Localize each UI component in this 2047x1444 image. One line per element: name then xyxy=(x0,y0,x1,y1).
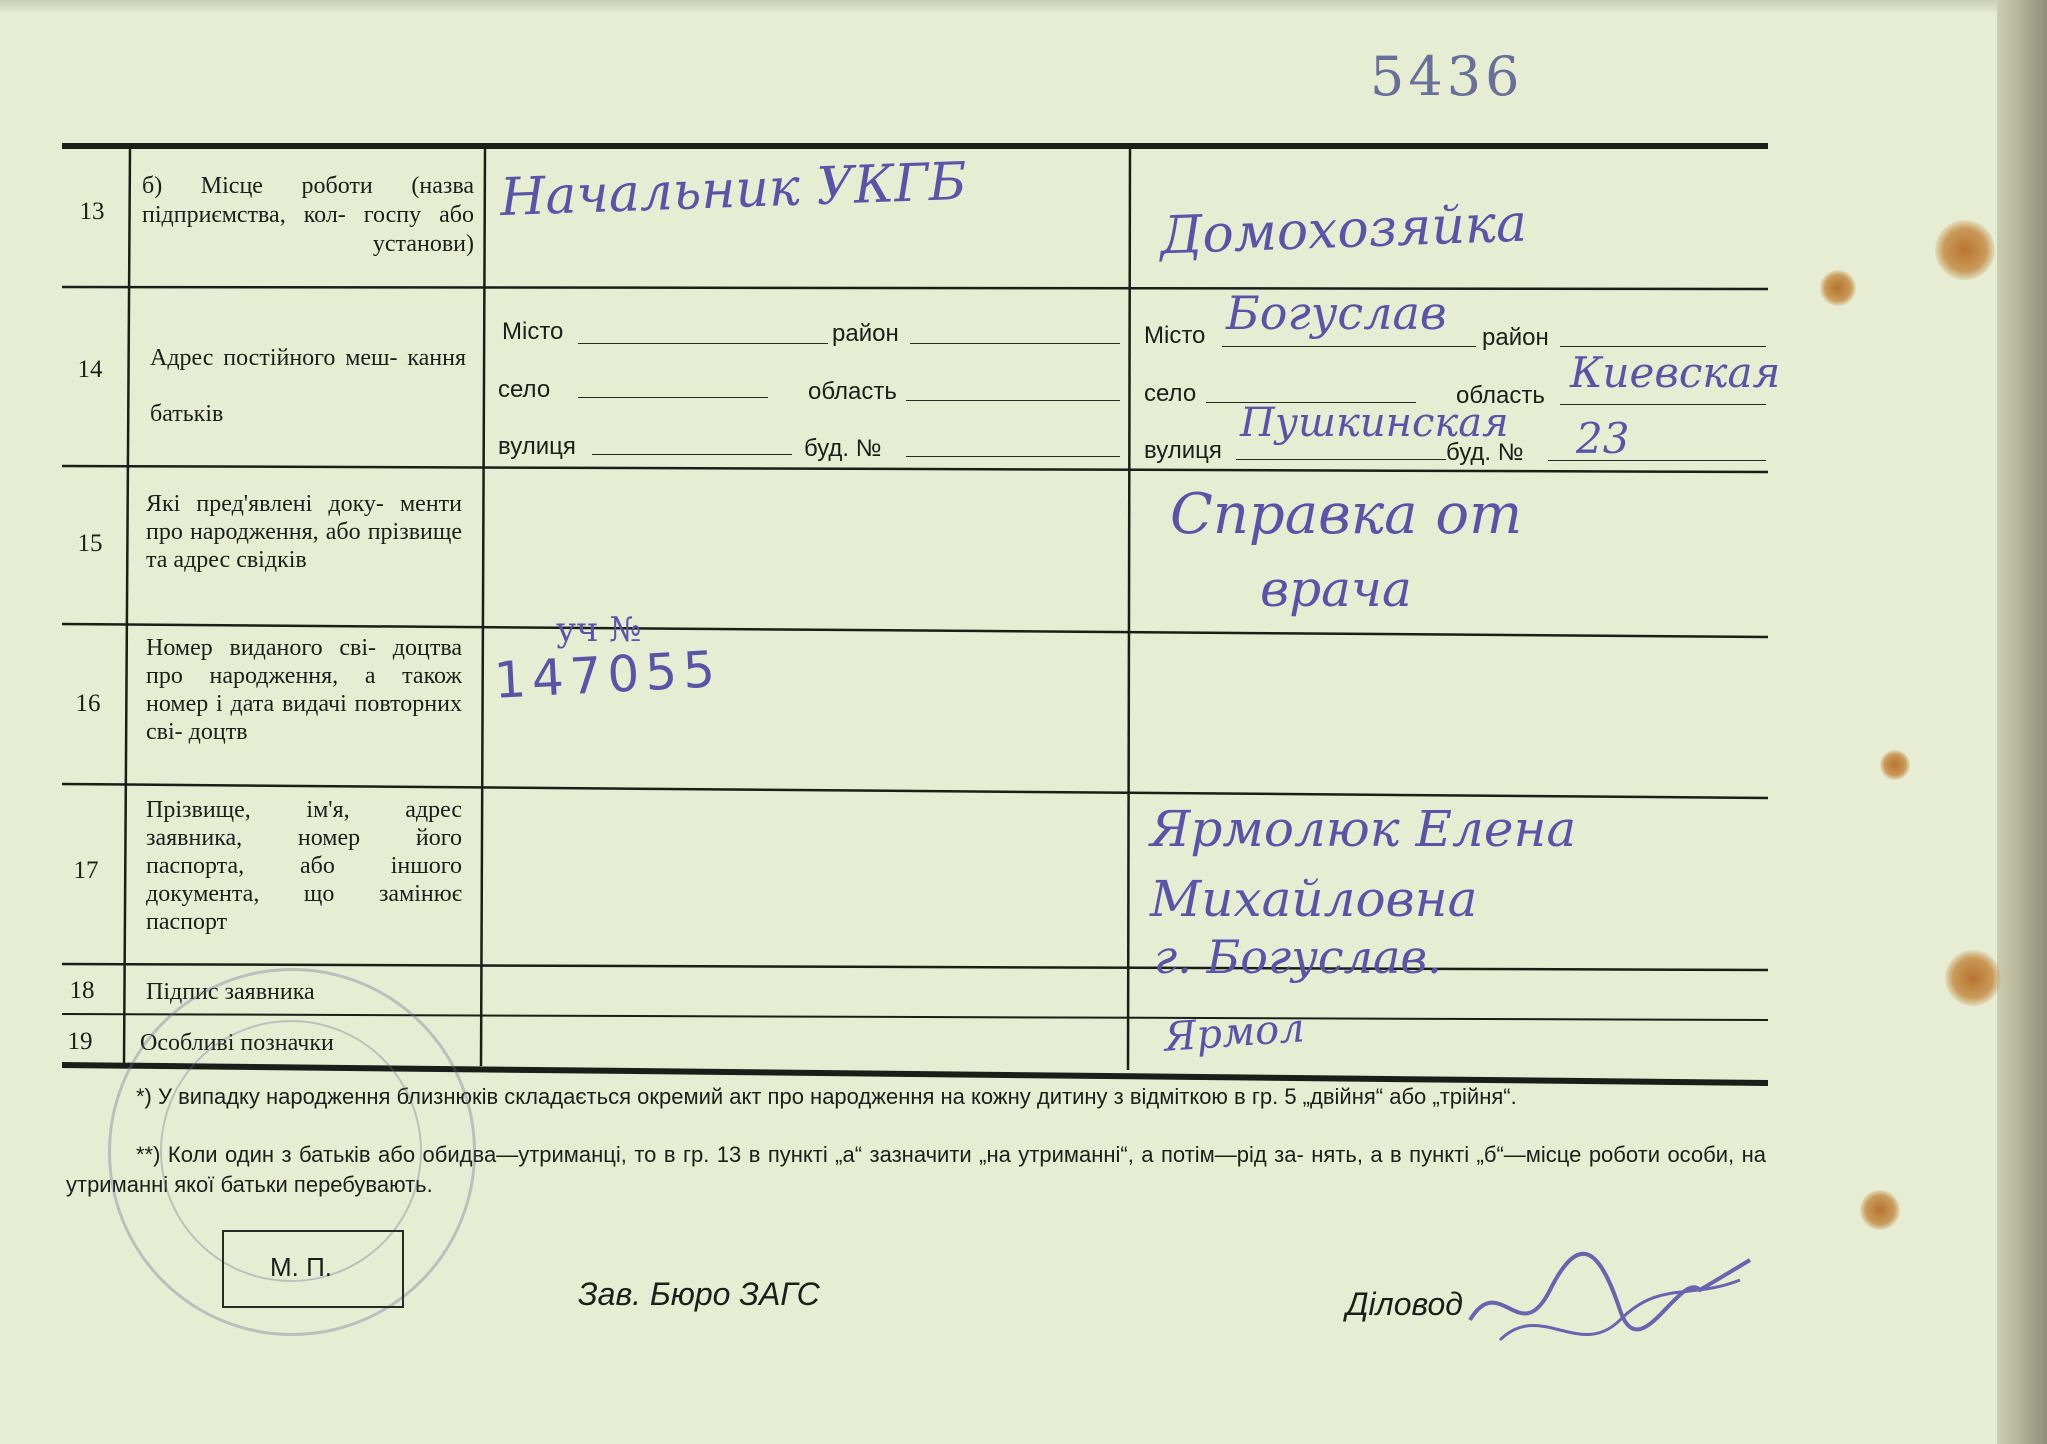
row-label-15: Які пред'явлені доку- менти про народження, або прізвище та адрес свідків xyxy=(146,491,462,573)
mother-documents-line-2: врача xyxy=(1260,560,1412,618)
mother-house-value: 23 xyxy=(1576,414,1630,463)
mother-region-label: область xyxy=(1456,382,1545,409)
father-district-line xyxy=(910,343,1120,344)
father-district-label: район xyxy=(832,320,899,347)
father-village-line xyxy=(578,397,768,398)
mother-workplace: Домохозяйка xyxy=(1159,193,1528,267)
row-label-14: Адрес постійного меш- кання батьків xyxy=(150,345,466,427)
rust-spot xyxy=(1880,750,1910,780)
row-label-13: б) Місце роботи (назва підприємства, кол- госпу або установи) xyxy=(142,173,474,257)
mother-documents-line-1: Справка от xyxy=(1170,482,1523,547)
father-region-line xyxy=(906,400,1120,401)
row-number-18: 18 xyxy=(69,977,95,1004)
mother-district-line xyxy=(1560,346,1766,347)
mother-village-label: село xyxy=(1144,380,1197,407)
mother-city-line xyxy=(1222,346,1476,347)
row-number-15: 15 xyxy=(77,530,103,557)
rust-spot xyxy=(1945,950,2001,1006)
clerk-title: Діловод xyxy=(1346,1286,1463,1322)
certificate-prefix: уч № xyxy=(556,610,642,650)
mother-city-label: Місто xyxy=(1144,322,1206,349)
row-label-16: Номер виданого сві- доцтва про народження, а також номер і дата видачі повторних сві- доцтв xyxy=(146,635,462,745)
row-number-13: 13 xyxy=(79,198,105,225)
registry-head-title: Зав. Бюро ЗАГС xyxy=(578,1276,820,1312)
applicant-address: г. Богуслав. xyxy=(1154,930,1442,984)
mother-street-value: Пушкинская xyxy=(1240,400,1509,446)
father-street-label: вулиця xyxy=(498,433,576,460)
row-number-19: 19 xyxy=(67,1028,93,1055)
father-street-line xyxy=(592,454,792,455)
father-city-label: Місто xyxy=(502,318,564,345)
applicant-name-line-1: Ярмолюк Елена xyxy=(1150,800,1577,858)
father-house-label: буд. № xyxy=(804,435,882,462)
archive-number: 5436 xyxy=(1370,45,1524,108)
mother-street-label: вулиця xyxy=(1144,437,1222,464)
row-number-14: 14 xyxy=(77,356,103,383)
row-label-19: Особливі позначки xyxy=(140,1030,334,1056)
applicant-signature: Ярмол xyxy=(1162,1005,1307,1061)
father-village-label: село xyxy=(498,376,551,403)
mother-city-value: Богуслав xyxy=(1226,286,1447,340)
mother-street-line xyxy=(1236,459,1446,460)
footnote-dependents: **) Коли один з батьків або обидва—утриманці, то в гр. 13 в пункті „а“ зазначити „на утриманні“, а потім—рід за- нять, а в пункті „б“—місце роботи особи, на утриманні якої батьки перебувають. xyxy=(66,1142,1766,1197)
father-region-label: область xyxy=(808,378,897,405)
mother-district-label: район xyxy=(1482,324,1549,351)
footnote-twins: *) У випадку народження близнюків складається окремий акт про народження на кожну дитину з відміткою в гр. 5 „двійня“ або „трійня“. xyxy=(136,1084,1517,1109)
row-number-16: 16 xyxy=(75,690,101,717)
father-house-line xyxy=(906,456,1120,457)
rust-spot xyxy=(1860,1190,1900,1230)
father-workplace: Начальник УКГБ xyxy=(499,151,968,229)
father-city-line xyxy=(578,343,828,344)
mother-house-label: буд. № xyxy=(1446,439,1524,466)
mother-region-value: Киевская xyxy=(1570,348,1781,397)
applicant-name-line-2: Михайловна xyxy=(1150,870,1478,928)
row-number-17: 17 xyxy=(73,857,99,884)
certificate-number: 147055 xyxy=(492,640,723,710)
rust-spot xyxy=(1820,270,1856,306)
clerk-signature xyxy=(1460,1230,1760,1370)
row-label-18: Підпис заявника xyxy=(146,979,315,1005)
seal-label: М. П. xyxy=(270,1252,333,1282)
rust-spot xyxy=(1935,220,1995,280)
mother-region-line xyxy=(1560,404,1766,405)
row-label-17: Прізвище, ім'я, адрес заявника, номер його паспорта, або іншого документа, що замінює паспорт xyxy=(146,797,462,935)
